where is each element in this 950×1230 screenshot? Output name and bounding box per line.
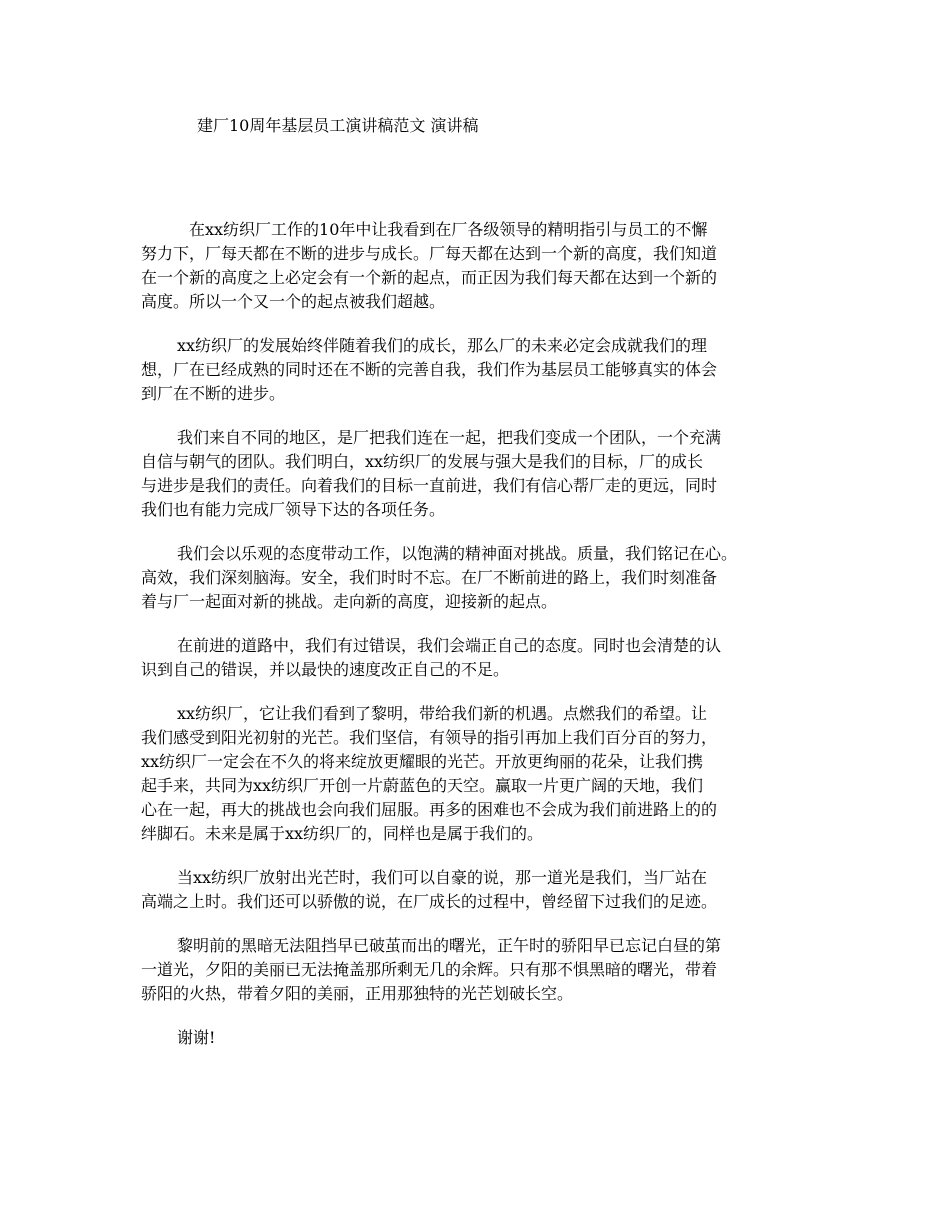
paragraph-line: 我们会以乐观的态度带动工作，以饱满的精神面对挑战。质量，我们铭记在心。 <box>177 544 738 563</box>
document-body <box>141 218 831 1070</box>
paragraph-line: 高端之上时。我们还可以骄傲的说，在厂成长的过程中，曾经留下过我们的足迹。 <box>141 892 718 911</box>
paragraph-line: 自信与朝气的团队。我们明白，xx纺织厂的发展与强大是我们的目标，厂的成长 <box>141 452 704 471</box>
paragraph-line: xx纺织厂，它让我们看到了黎明，带给我们新的机遇。点燃我们的希望。让 <box>177 704 708 723</box>
paragraph-line: 与进步是我们的责任。向着我们的目标一直前进，我们有信心帮厂走的更远，同时 <box>141 476 718 495</box>
paragraph-line: 在xx纺织厂工作的10年中让我看到在厂各级领导的精明指引与员工的不懈 <box>189 220 708 239</box>
paragraph-5 <box>141 634 831 682</box>
paragraph-3 <box>141 426 831 522</box>
paragraph-2 <box>141 334 831 406</box>
paragraph-line: 高效，我们深刻脑海。安全，我们时时不忘。在厂不断前进的路上，我们时刻准备 <box>141 568 718 587</box>
paragraph-line: xx纺织厂一定会在不久的将来绽放更耀眼的光芒。开放更绚丽的花朵，让我们携 <box>141 752 704 771</box>
paragraph-line: 识到自己的错误，并以最快的速度改正自己的不足。 <box>141 660 510 679</box>
paragraph-line: 心在一起，再大的挑战也会向我们屈服。再多的困难也不会成为我们前进路上的的 <box>141 800 718 819</box>
paragraph-8 <box>141 934 831 1006</box>
paragraph-line: 起手来，共同为xx纺织厂开创一片蔚蓝色的天空。赢取一片更广阔的天地，我们 <box>141 776 704 795</box>
paragraph-6 <box>141 702 831 846</box>
paragraph-line: 我们来自不同的地区，是厂把我们连在一起，把我们变成一个团队，一个充满 <box>177 428 722 447</box>
paragraph-line: 高度。所以一个又一个的起点被我们超越。 <box>141 292 446 311</box>
paragraph-line: 在前进的道路中，我们有过错误，我们会端正自己的态度。同时也会清楚的认 <box>177 636 722 655</box>
paragraph-line: 在一个新的高度之上必定会有一个新的起点，而正因为我们每天都在达到一个新的 <box>141 268 718 287</box>
paragraph-line: 骄阳的火热，带着夕阳的美丽，正用那独特的光芒划破长空。 <box>141 984 574 1003</box>
paragraph-line: 黎明前的黑暗无法阻挡早已破茧而出的曙光，正午时的骄阳早已忘记白昼的第 <box>177 936 722 955</box>
paragraph-line: 我们也有能力完成厂领导下达的各项任务。 <box>141 500 446 519</box>
paragraph-1 <box>141 218 831 314</box>
paragraph-4 <box>141 542 831 614</box>
paragraph-line: 想，厂在已经成熟的同时还在不断的完善自我，我们作为基层员工能够真实的体会 <box>141 360 718 379</box>
paragraph-line: 一道光，夕阳的美丽已无法掩盖那所剩无几的余辉。只有那不惧黑暗的曙光，带着 <box>141 960 718 979</box>
paragraph-closing <box>141 1026 831 1050</box>
paragraph-line: 到厂在不断的进步。 <box>141 384 286 403</box>
paragraph-line: 着与厂一起面对新的挑战。走向新的高度，迎接新的起点。 <box>141 592 558 611</box>
paragraph-line: 绊脚石。未来是属于xx纺织厂的，同样也是属于我们的。 <box>141 824 544 843</box>
paragraph-line: 我们感受到阳光初射的光芒。我们坚信，有领导的指引再加上我们百分百的努力， <box>141 728 718 747</box>
paragraph-7 <box>141 866 831 914</box>
paragraph-line: 努力下，厂每天都在不断的进步与成长。厂每天都在达到一个新的高度，我们知道 <box>141 244 718 263</box>
document-title: 建厂10周年基层员工演讲稿范文 演讲稿 <box>197 116 479 135</box>
closing-line: 谢谢! <box>177 1028 216 1047</box>
paragraph-line: 当xx纺织厂放射出光芒时，我们可以自豪的说，那一道光是我们，当厂站在 <box>177 868 708 887</box>
paragraph-line: xx纺织厂的发展始终伴随着我们的成长，那么厂的未来必定会成就我们的理 <box>177 336 708 355</box>
